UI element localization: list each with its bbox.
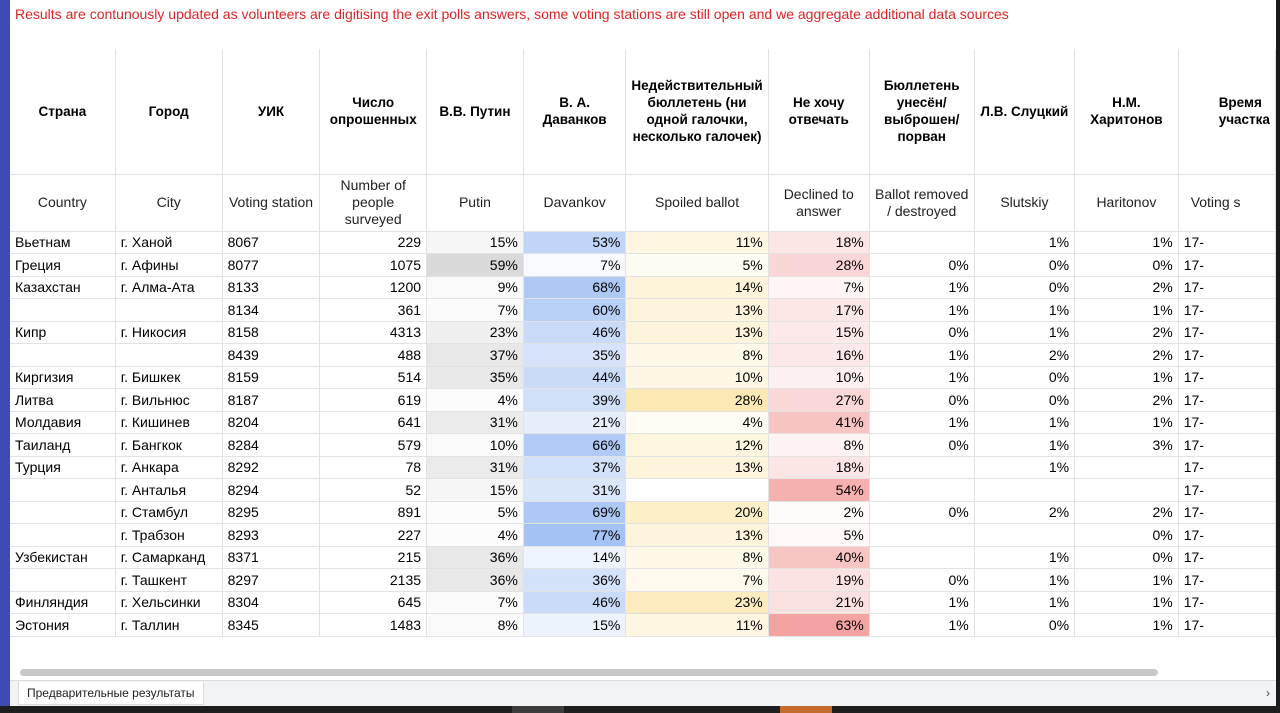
cell-station[interactable]: 8295	[222, 501, 320, 524]
cell-declined[interactable]: 54%	[768, 479, 869, 502]
header-ru-davankov[interactable]: В. А. Даванков	[523, 49, 626, 174]
cell-putin[interactable]: 37%	[427, 344, 524, 367]
header-en-declined[interactable]: Declined to answer	[768, 174, 869, 231]
table-row	[10, 254, 1276, 277]
table-row	[10, 299, 1276, 322]
header-en-country[interactable]: Country	[10, 174, 115, 231]
cell-country[interactable]: Кипр	[10, 321, 115, 344]
cell-surveyed[interactable]: 641	[320, 411, 427, 434]
cell-city[interactable]: г. Бангкок	[115, 434, 222, 457]
cell-putin[interactable]: 59%	[427, 254, 524, 277]
header-ru-surveyed[interactable]: Число опрошенных	[320, 49, 427, 174]
results-body	[10, 231, 1276, 636]
horizontal-scrollbar[interactable]	[14, 666, 1276, 678]
cell-city[interactable]: г. Кишинев	[115, 411, 222, 434]
cell-removed[interactable]	[869, 231, 974, 254]
cell-time[interactable]: 17-	[1178, 591, 1275, 614]
cell-davankov[interactable]: 7%	[523, 254, 626, 277]
cell-removed[interactable]: 1%	[869, 614, 974, 637]
cell-time[interactable]: 17-	[1178, 456, 1275, 479]
cell-time[interactable]: 17-	[1178, 366, 1275, 389]
cell-putin[interactable]: 15%	[427, 231, 524, 254]
cell-putin[interactable]: 15%	[427, 479, 524, 502]
cell-surveyed[interactable]: 227	[320, 524, 427, 547]
cell-davankov[interactable]: 60%	[523, 299, 626, 322]
cell-time[interactable]: 17-	[1178, 411, 1275, 434]
cell-removed[interactable]	[869, 479, 974, 502]
cell-davankov[interactable]: 46%	[523, 321, 626, 344]
cell-time[interactable]: 17-	[1178, 321, 1275, 344]
cell-putin[interactable]: 36%	[427, 569, 524, 592]
table-row	[10, 501, 1276, 524]
cell-spoiled[interactable]: 8%	[626, 546, 768, 569]
cell-spoiled[interactable]: 28%	[626, 389, 768, 412]
cell-davankov[interactable]: 68%	[523, 276, 626, 299]
table-row	[10, 231, 1276, 254]
cell-declined[interactable]: 41%	[768, 411, 869, 434]
cell-haritonov[interactable]: 1%	[1075, 299, 1179, 322]
cell-haritonov[interactable]: 2%	[1075, 501, 1179, 524]
cell-declined[interactable]: 28%	[768, 254, 869, 277]
cell-putin[interactable]: 23%	[427, 321, 524, 344]
cell-slutskiy[interactable]	[974, 524, 1074, 547]
cell-country[interactable]	[10, 344, 115, 367]
cell-declined[interactable]: 5%	[768, 524, 869, 547]
cell-station[interactable]: 8293	[222, 524, 320, 547]
cell-putin[interactable]: 36%	[427, 546, 524, 569]
cell-time[interactable]: 17-	[1178, 276, 1275, 299]
cell-station[interactable]: 8294	[222, 479, 320, 502]
cell-surveyed[interactable]: 78	[320, 456, 427, 479]
cell-spoiled[interactable]: 8%	[626, 344, 768, 367]
cell-surveyed[interactable]: 361	[320, 299, 427, 322]
cell-country[interactable]: Греция	[10, 254, 115, 277]
table-row	[10, 344, 1276, 367]
header-en-davankov[interactable]: Davankov	[523, 174, 626, 231]
table-row	[10, 321, 1276, 344]
table-row	[10, 479, 1276, 502]
cell-station[interactable]: 8439	[222, 344, 320, 367]
cell-davankov[interactable]: 14%	[523, 546, 626, 569]
cell-removed[interactable]: 0%	[869, 434, 974, 457]
cell-time[interactable]: 17-	[1178, 344, 1275, 367]
cell-spoiled[interactable]	[626, 479, 768, 502]
cell-time[interactable]: 17-	[1178, 614, 1275, 637]
cell-declined[interactable]: 18%	[768, 231, 869, 254]
cell-removed[interactable]: 0%	[869, 321, 974, 344]
cell-removed[interactable]: 0%	[869, 254, 974, 277]
cell-slutskiy[interactable]: 1%	[974, 411, 1074, 434]
cell-surveyed[interactable]: 2135	[320, 569, 427, 592]
cell-removed[interactable]: 1%	[869, 276, 974, 299]
cell-spoiled[interactable]: 20%	[626, 501, 768, 524]
header-en-time[interactable]: Voting s	[1178, 174, 1275, 231]
cell-davankov[interactable]: 44%	[523, 366, 626, 389]
cell-time[interactable]: 17-	[1178, 231, 1275, 254]
cell-surveyed[interactable]: 514	[320, 366, 427, 389]
cell-slutskiy[interactable]: 0%	[974, 614, 1074, 637]
cell-spoiled[interactable]: 23%	[626, 591, 768, 614]
header-en-station[interactable]: Voting station	[222, 174, 320, 231]
header-row-english	[10, 174, 1276, 231]
cell-surveyed[interactable]: 1075	[320, 254, 427, 277]
cell-putin[interactable]: 8%	[427, 614, 524, 637]
cell-putin[interactable]: 31%	[427, 411, 524, 434]
cell-removed[interactable]	[869, 546, 974, 569]
cell-station[interactable]: 8292	[222, 456, 320, 479]
cell-country[interactable]: Финляндия	[10, 591, 115, 614]
header-ru-station[interactable]: УИК	[222, 49, 320, 174]
cell-spoiled[interactable]: 10%	[626, 366, 768, 389]
cell-davankov[interactable]: 69%	[523, 501, 626, 524]
cell-slutskiy[interactable]: 2%	[974, 344, 1074, 367]
cell-country[interactable]	[10, 501, 115, 524]
cell-city[interactable]: г. Хельсинки	[115, 591, 222, 614]
cell-time[interactable]: 17-	[1178, 479, 1275, 502]
cell-haritonov[interactable]: 2%	[1075, 321, 1179, 344]
cell-removed[interactable]: 1%	[869, 411, 974, 434]
cell-spoiled[interactable]: 7%	[626, 569, 768, 592]
header-ru-slutskiy[interactable]: Л.В. Слуцкий	[974, 49, 1074, 174]
cell-country[interactable]: Киргизия	[10, 366, 115, 389]
cell-davankov[interactable]: 21%	[523, 411, 626, 434]
cell-putin[interactable]: 10%	[427, 434, 524, 457]
table-row	[10, 524, 1276, 547]
cell-declined[interactable]: 8%	[768, 434, 869, 457]
cell-davankov[interactable]: 46%	[523, 591, 626, 614]
cell-declined[interactable]: 16%	[768, 344, 869, 367]
taskbar-strip	[0, 706, 1280, 713]
cell-city[interactable]: г. Таллин	[115, 614, 222, 637]
cell-davankov[interactable]: 37%	[523, 456, 626, 479]
cell-haritonov[interactable]: 1%	[1075, 366, 1179, 389]
cell-country[interactable]: Эстония	[10, 614, 115, 637]
cell-country[interactable]: Молдавия	[10, 411, 115, 434]
cell-slutskiy[interactable]: 1%	[974, 546, 1074, 569]
cell-country[interactable]: Казахстан	[10, 276, 115, 299]
cell-surveyed[interactable]: 579	[320, 434, 427, 457]
cell-spoiled[interactable]: 13%	[626, 321, 768, 344]
cell-surveyed[interactable]: 215	[320, 546, 427, 569]
cell-surveyed[interactable]: 229	[320, 231, 427, 254]
cell-removed[interactable]: 1%	[869, 591, 974, 614]
cell-removed[interactable]: 0%	[869, 389, 974, 412]
cell-city[interactable]: г. Ташкент	[115, 569, 222, 592]
header-en-spoiled[interactable]: Spoiled ballot	[626, 174, 768, 231]
cell-spoiled[interactable]: 13%	[626, 524, 768, 547]
cell-davankov[interactable]: 39%	[523, 389, 626, 412]
cell-haritonov[interactable]: 3%	[1075, 434, 1179, 457]
cell-declined[interactable]: 15%	[768, 321, 869, 344]
cell-station[interactable]: 8067	[222, 231, 320, 254]
table-row	[10, 434, 1276, 457]
cell-country[interactable]	[10, 524, 115, 547]
cell-spoiled[interactable]: 11%	[626, 614, 768, 637]
cell-city[interactable]	[115, 299, 222, 322]
header-ru-removed[interactable]: Бюллетень унесён/ выброшен/ порван	[869, 49, 974, 174]
cell-spoiled[interactable]: 5%	[626, 254, 768, 277]
cell-slutskiy[interactable]: 1%	[974, 591, 1074, 614]
table-row	[10, 546, 1276, 569]
cell-davankov[interactable]: 53%	[523, 231, 626, 254]
left-accent-bar	[0, 0, 10, 713]
cell-putin[interactable]: 9%	[427, 276, 524, 299]
cell-removed[interactable]	[869, 456, 974, 479]
cell-haritonov[interactable]: 2%	[1075, 389, 1179, 412]
cell-slutskiy[interactable]: 1%	[974, 569, 1074, 592]
cell-station[interactable]: 8297	[222, 569, 320, 592]
cell-surveyed[interactable]: 1200	[320, 276, 427, 299]
cell-city[interactable]	[115, 344, 222, 367]
cell-slutskiy[interactable]: 1%	[974, 299, 1074, 322]
cell-declined[interactable]: 10%	[768, 366, 869, 389]
cell-station[interactable]: 8134	[222, 299, 320, 322]
cell-time[interactable]: 17-	[1178, 546, 1275, 569]
cell-slutskiy[interactable]: 1%	[974, 434, 1074, 457]
cell-declined[interactable]: 19%	[768, 569, 869, 592]
cell-station[interactable]: 8284	[222, 434, 320, 457]
cell-city[interactable]: г. Трабзон	[115, 524, 222, 547]
cell-surveyed[interactable]: 4313	[320, 321, 427, 344]
header-ru-putin[interactable]: В.В. Путин	[427, 49, 524, 174]
cell-removed[interactable]: 1%	[869, 299, 974, 322]
cell-slutskiy[interactable]: 2%	[974, 501, 1074, 524]
cell-city[interactable]: г. Ханой	[115, 231, 222, 254]
cell-davankov[interactable]: 35%	[523, 344, 626, 367]
cell-removed[interactable]: 0%	[869, 501, 974, 524]
cell-surveyed[interactable]: 619	[320, 389, 427, 412]
cell-slutskiy[interactable]: 0%	[974, 389, 1074, 412]
cell-declined[interactable]: 7%	[768, 276, 869, 299]
cell-spoiled[interactable]: 13%	[626, 299, 768, 322]
header-en-surveyed[interactable]: Number of people surveyed	[320, 174, 427, 231]
cell-city[interactable]: г. Стамбул	[115, 501, 222, 524]
sheet-tab-bar	[10, 680, 1276, 707]
table-row	[10, 591, 1276, 614]
cell-station[interactable]: 8187	[222, 389, 320, 412]
cell-slutskiy[interactable]: 1%	[974, 231, 1074, 254]
table-row	[10, 389, 1276, 412]
cell-haritonov[interactable]: 1%	[1075, 614, 1179, 637]
header-en-putin[interactable]: Putin	[427, 174, 524, 231]
cell-country[interactable]: Таиланд	[10, 434, 115, 457]
cell-davankov[interactable]: 31%	[523, 479, 626, 502]
cell-declined[interactable]: 2%	[768, 501, 869, 524]
cell-declined[interactable]: 21%	[768, 591, 869, 614]
header-row-russian	[10, 49, 1276, 174]
table-row	[10, 614, 1276, 637]
cell-country[interactable]: Вьетнам	[10, 231, 115, 254]
cell-country[interactable]	[10, 299, 115, 322]
cell-haritonov[interactable]: 0%	[1075, 546, 1179, 569]
cell-putin[interactable]: 35%	[427, 366, 524, 389]
cell-time[interactable]: 17-	[1178, 524, 1275, 547]
header-ru-city[interactable]: Город	[115, 49, 222, 174]
results-table	[10, 49, 1276, 637]
cell-time[interactable]: 17-	[1178, 501, 1275, 524]
cell-station[interactable]: 8077	[222, 254, 320, 277]
header-ru-declined[interactable]: Не хочу отвечать	[768, 49, 869, 174]
cell-station[interactable]: 8371	[222, 546, 320, 569]
header-ru-time[interactable]: Время участка	[1178, 49, 1275, 174]
table-row	[10, 411, 1276, 434]
cell-surveyed[interactable]: 645	[320, 591, 427, 614]
cell-time[interactable]: 17-	[1178, 569, 1275, 592]
cell-haritonov[interactable]	[1075, 479, 1179, 502]
cell-city[interactable]: г. Анкара	[115, 456, 222, 479]
cell-removed[interactable]: 1%	[869, 366, 974, 389]
cell-spoiled[interactable]: 11%	[626, 231, 768, 254]
cell-haritonov[interactable]: 2%	[1075, 344, 1179, 367]
cell-slutskiy[interactable]: 0%	[974, 276, 1074, 299]
cell-slutskiy[interactable]: 1%	[974, 456, 1074, 479]
cell-haritonov[interactable]: 2%	[1075, 276, 1179, 299]
header-en-removed[interactable]: Ballot removed / destroyed	[869, 174, 974, 231]
cell-davankov[interactable]: 15%	[523, 614, 626, 637]
cell-declined[interactable]: 40%	[768, 546, 869, 569]
cell-putin[interactable]: 4%	[427, 524, 524, 547]
spreadsheet-grid[interactable]	[10, 49, 1276, 637]
header-ru-spoiled[interactable]: Недействительный бюллетень (ни одной галочки, несколько галочек)	[626, 49, 768, 174]
cell-davankov[interactable]: 77%	[523, 524, 626, 547]
header-en-city[interactable]: City	[115, 174, 222, 231]
scrollbar-thumb[interactable]	[20, 669, 1158, 676]
cell-spoiled[interactable]: 4%	[626, 411, 768, 434]
cell-city[interactable]: г. Вильнюс	[115, 389, 222, 412]
cell-city[interactable]: г. Алма-Ата	[115, 276, 222, 299]
cell-country[interactable]	[10, 479, 115, 502]
cell-station[interactable]: 8158	[222, 321, 320, 344]
cell-putin[interactable]: 7%	[427, 299, 524, 322]
cell-country[interactable]: Литва	[10, 389, 115, 412]
cell-putin[interactable]: 31%	[427, 456, 524, 479]
cell-spoiled[interactable]: 14%	[626, 276, 768, 299]
update-notice: Results are contunously updated as volunteers are digitising the exit polls answers, some voting stations are still open and we aggregate additional data sources	[15, 6, 1009, 22]
table-row	[10, 276, 1276, 299]
cell-slutskiy[interactable]: 0%	[974, 254, 1074, 277]
cell-spoiled[interactable]: 12%	[626, 434, 768, 457]
table-row	[10, 456, 1276, 479]
cell-country[interactable]	[10, 569, 115, 592]
cell-station[interactable]: 8133	[222, 276, 320, 299]
cell-putin[interactable]: 4%	[427, 389, 524, 412]
cell-city[interactable]: г. Самарканд	[115, 546, 222, 569]
cell-surveyed[interactable]: 488	[320, 344, 427, 367]
cell-city[interactable]: г. Бишкек	[115, 366, 222, 389]
cell-country[interactable]: Турция	[10, 456, 115, 479]
sheet-tab-preliminary-results[interactable]: Предварительные результаты	[18, 682, 204, 705]
table-row	[10, 366, 1276, 389]
cell-city[interactable]: г. Никосия	[115, 321, 222, 344]
cell-slutskiy[interactable]: 1%	[974, 321, 1074, 344]
cell-haritonov[interactable]	[1075, 456, 1179, 479]
chevron-right-icon[interactable]: ›	[1266, 686, 1270, 700]
cell-time[interactable]: 17-	[1178, 434, 1275, 457]
cell-station[interactable]: 8304	[222, 591, 320, 614]
cell-haritonov[interactable]: 0%	[1075, 524, 1179, 547]
cell-removed[interactable]	[869, 524, 974, 547]
cell-country[interactable]: Узбекистан	[10, 546, 115, 569]
cell-davankov[interactable]: 66%	[523, 434, 626, 457]
cell-time[interactable]: 17-	[1178, 299, 1275, 322]
cell-haritonov[interactable]: 1%	[1075, 591, 1179, 614]
cell-declined[interactable]: 63%	[768, 614, 869, 637]
table-row	[10, 569, 1276, 592]
cell-slutskiy[interactable]: 0%	[974, 366, 1074, 389]
cell-haritonov[interactable]: 1%	[1075, 411, 1179, 434]
cell-surveyed[interactable]: 891	[320, 501, 427, 524]
right-edge-bar	[1276, 0, 1280, 713]
cell-time[interactable]: 17-	[1178, 254, 1275, 277]
cell-declined[interactable]: 18%	[768, 456, 869, 479]
cell-declined[interactable]: 27%	[768, 389, 869, 412]
header-en-slutskiy[interactable]: Slutskiy	[974, 174, 1074, 231]
cell-station[interactable]: 8345	[222, 614, 320, 637]
cell-haritonov[interactable]: 0%	[1075, 254, 1179, 277]
header-ru-country[interactable]: Страна	[10, 49, 115, 174]
cell-slutskiy[interactable]	[974, 479, 1074, 502]
taskbar-item	[512, 706, 564, 713]
header-en-haritonov[interactable]: Haritonov	[1075, 174, 1179, 231]
cell-declined[interactable]: 17%	[768, 299, 869, 322]
cell-removed[interactable]: 1%	[869, 344, 974, 367]
cell-surveyed[interactable]: 52	[320, 479, 427, 502]
cell-haritonov[interactable]: 1%	[1075, 231, 1179, 254]
cell-davankov[interactable]: 36%	[523, 569, 626, 592]
cell-time[interactable]: 17-	[1178, 389, 1275, 412]
cell-haritonov[interactable]: 1%	[1075, 569, 1179, 592]
cell-city[interactable]: г. Афины	[115, 254, 222, 277]
cell-putin[interactable]: 7%	[427, 591, 524, 614]
cell-removed[interactable]: 0%	[869, 569, 974, 592]
taskbar-item	[780, 706, 832, 713]
cell-station[interactable]: 8159	[222, 366, 320, 389]
cell-spoiled[interactable]: 13%	[626, 456, 768, 479]
header-ru-haritonov[interactable]: Н.М. Харитонов	[1075, 49, 1179, 174]
cell-surveyed[interactable]: 1483	[320, 614, 427, 637]
cell-station[interactable]: 8204	[222, 411, 320, 434]
cell-city[interactable]: г. Анталья	[115, 479, 222, 502]
cell-putin[interactable]: 5%	[427, 501, 524, 524]
